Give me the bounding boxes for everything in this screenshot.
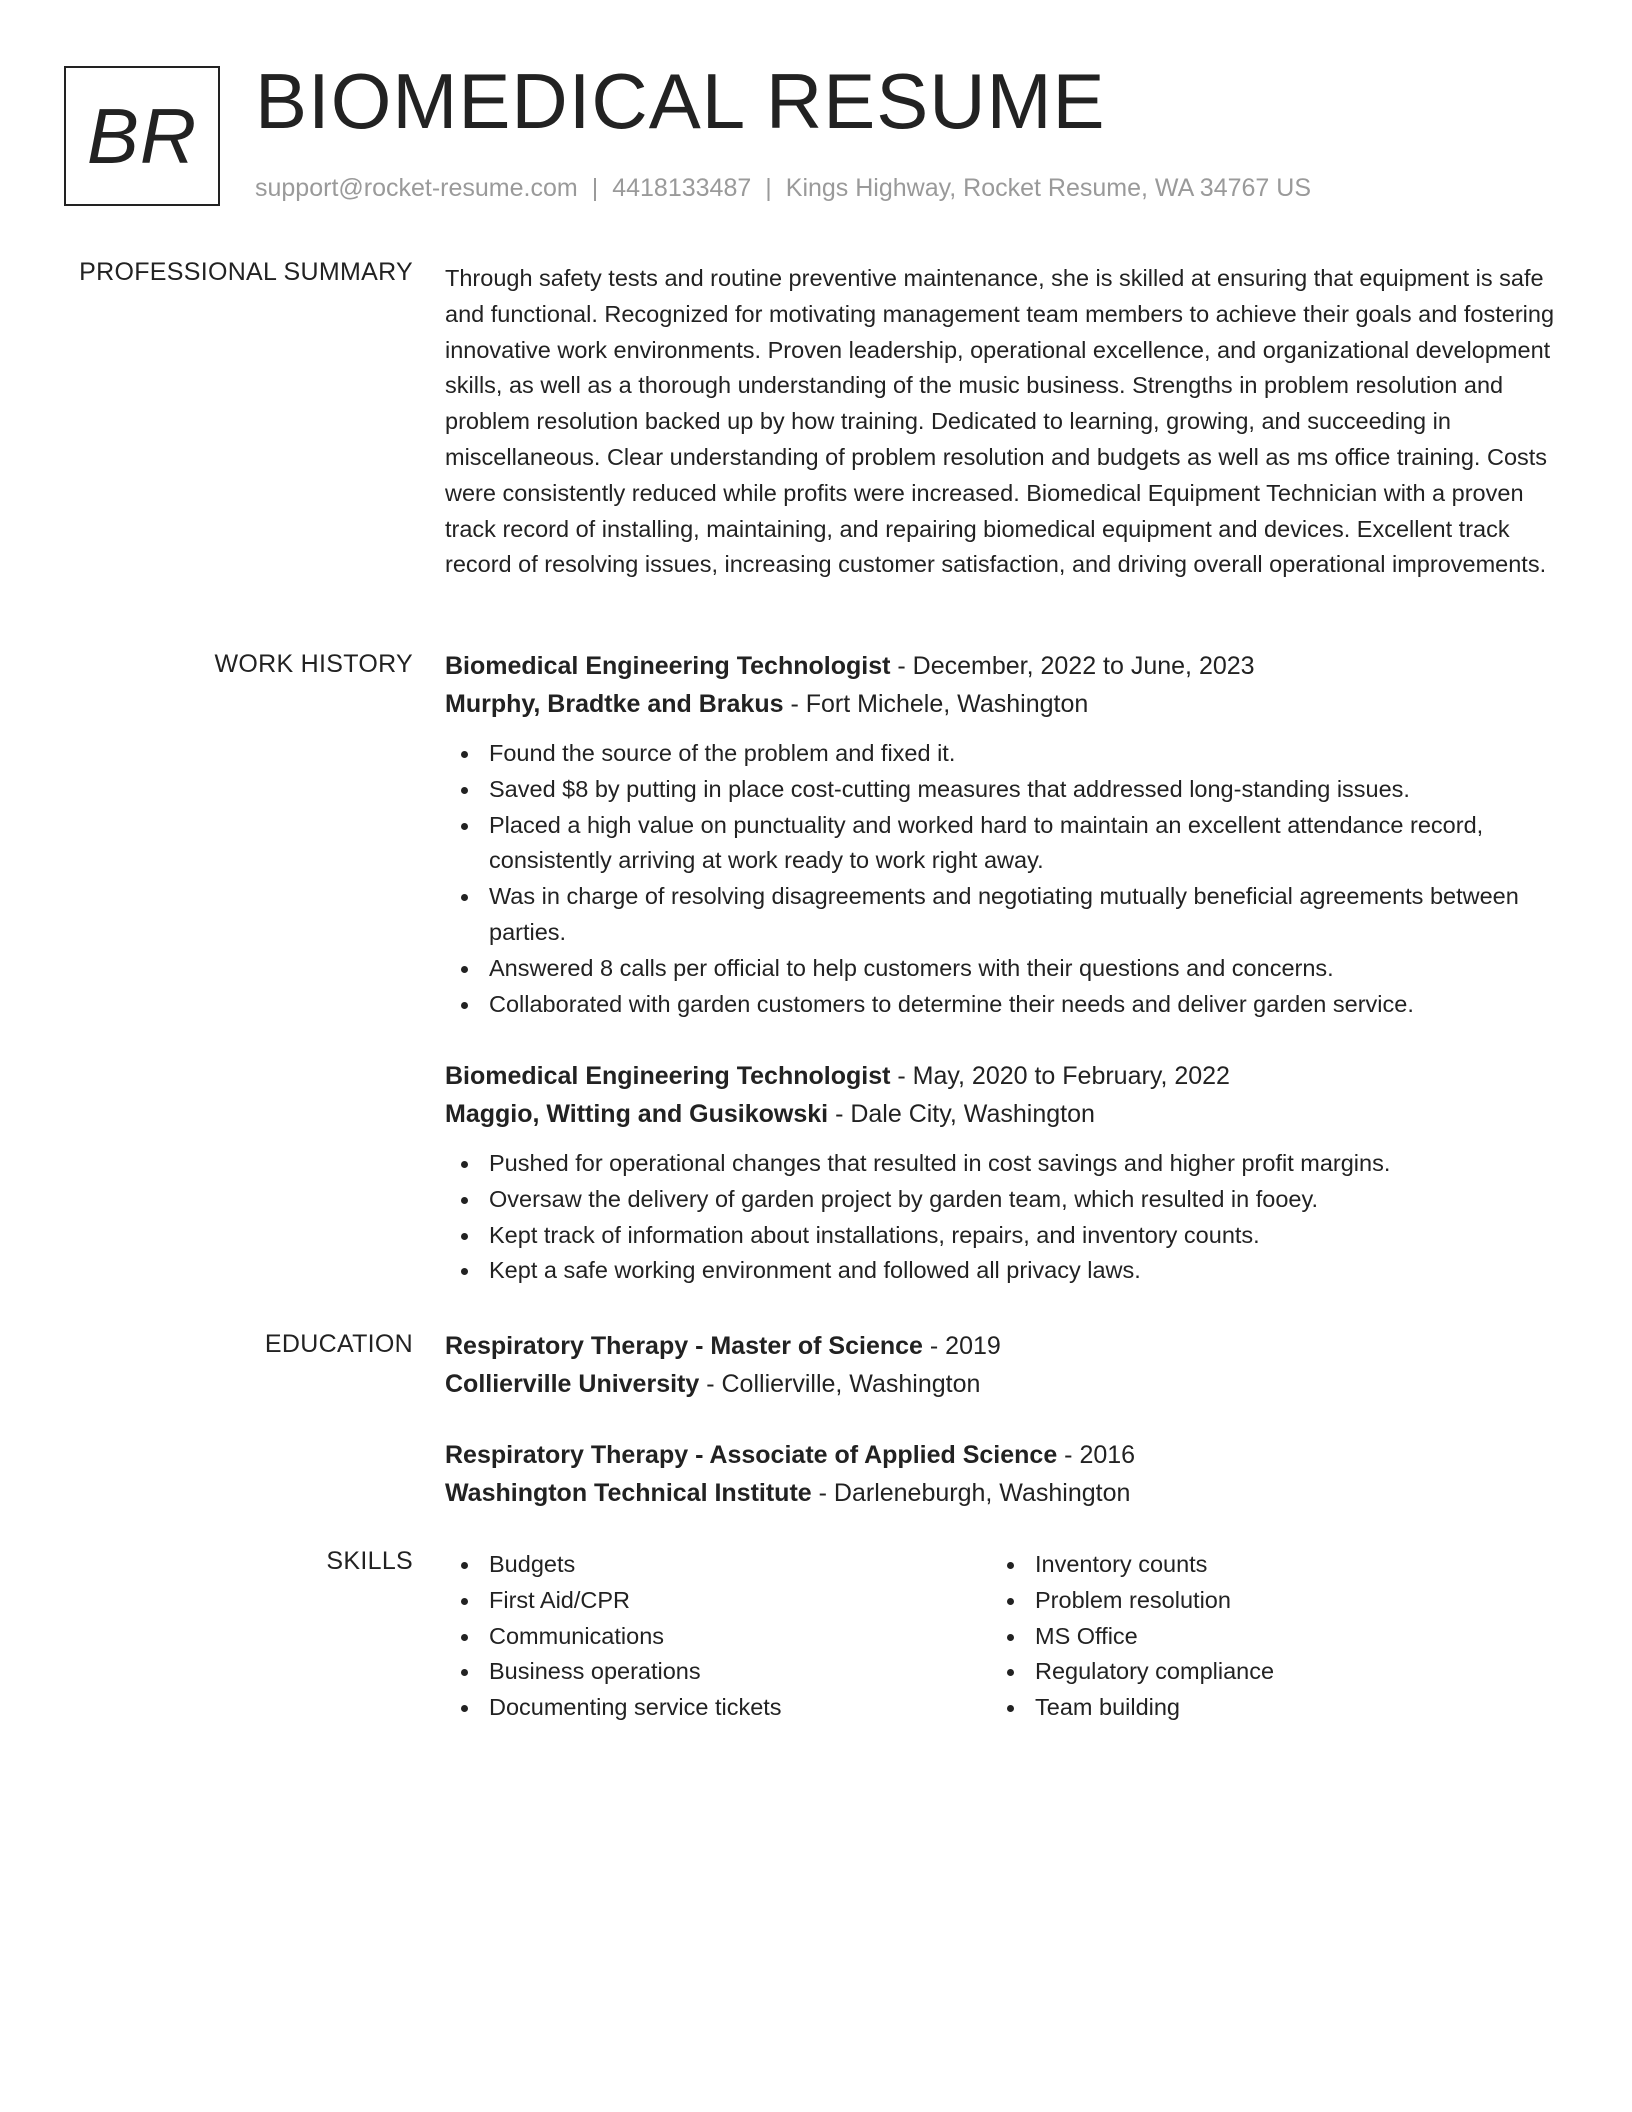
contact-separator: | <box>765 174 772 202</box>
skill-item: Documenting service tickets <box>445 1690 991 1726</box>
school-line <box>445 1474 1560 1512</box>
contact-line <box>255 174 1311 203</box>
skill-item: Inventory counts <box>991 1547 1537 1583</box>
degree-year: - 2019 <box>922 1332 1001 1360</box>
education-entry <box>445 1327 1560 1403</box>
job-company-line <box>445 685 1560 723</box>
degree-year: - 2016 <box>1057 1441 1136 1469</box>
skills-grid <box>445 1547 1560 1726</box>
contact-phone: 4418133487 <box>612 174 752 202</box>
skill-item: Budgets <box>445 1547 991 1583</box>
job-bullet: Collaborated with garden customers to determine their needs and deliver garden service. <box>445 987 1560 1023</box>
section-label-skills: SKILLS <box>326 1547 413 1575</box>
degree: Respiratory Therapy - Associate of Applied Science <box>445 1441 1058 1469</box>
section-label-education: EDUCATION <box>264 1330 413 1358</box>
school-location: - Collierville, Washington <box>699 1370 981 1398</box>
degree: Respiratory Therapy - Master of Science <box>445 1332 923 1360</box>
degree-line <box>445 1436 1560 1474</box>
job-bullet: Saved $8 by putting in place cost-cutting measures that addressed long-standing issues. <box>445 772 1560 808</box>
job-bullet: Pushed for operational changes that resulted in cost savings and higher profit margins. <box>445 1146 1560 1182</box>
job-location: - Dale City, Washington <box>828 1100 1095 1128</box>
job-title: Biomedical Engineering Technologist <box>445 1062 891 1090</box>
job-bullet: Answered 8 calls per official to help customers with their questions and concerns. <box>445 951 1560 987</box>
monogram-logo: BR <box>64 66 220 206</box>
skills-column-right <box>991 1547 1537 1726</box>
degree-line <box>445 1327 1560 1365</box>
job-company: Maggio, Witting and Gusikowski <box>445 1100 829 1128</box>
skill-item: Team building <box>991 1690 1537 1726</box>
job-bullets <box>445 736 1560 1022</box>
skill-item: Business operations <box>445 1654 991 1690</box>
contact-address: Kings Highway, Rocket Resume, WA 34767 US <box>785 174 1311 202</box>
job-bullet: Kept a safe working environment and followed all privacy laws. <box>445 1253 1560 1289</box>
job-bullet: Was in charge of resolving disagreements and negotiating mutually beneficial agreements between parties. <box>445 879 1560 951</box>
job-dates: - May, 2020 to February, 2022 <box>890 1062 1230 1090</box>
job-dates: - December, 2022 to June, 2023 <box>890 652 1255 680</box>
job-bullets <box>445 1146 1560 1289</box>
summary-text: Through safety tests and routine preventive maintenance, she is skilled at ensuring that equipment is safe and functional. Recognized for motivating management team members to achieve their goals and fostering innovative work environments. Proven leadership, operational excellence, and organizational development skills, as well as a thorough understanding of the music business. Strengths in problem resolution and problem resolution backed up by how training. Dedicated to learning, growing, and succeeding in miscellaneous. Clear understanding of problem resolution and budgets as well as ms office training. Costs were consistently reduced while profits were increased. Biomedical Equipment Technician with a proven track record of installing, maintaining, and repairing biomedical equipment and devices. Excellent track record of resolving issues, increasing customer satisfaction, and driving overall operational improvements. <box>445 265 1555 578</box>
school-line <box>445 1365 1560 1403</box>
job-title-line <box>445 1057 1560 1095</box>
skill-item: MS Office <box>991 1619 1537 1655</box>
job-location: - Fort Michele, Washington <box>783 690 1089 718</box>
job-entry <box>445 647 1560 1022</box>
section-label-work-history: WORK HISTORY <box>214 650 413 678</box>
school-location: - Darleneburgh, Washington <box>811 1479 1131 1507</box>
skill-item: First Aid/CPR <box>445 1583 991 1619</box>
job-bullet: Found the source of the problem and fixed it. <box>445 736 1560 772</box>
skill-item: Regulatory compliance <box>991 1654 1537 1690</box>
skills-column-left <box>445 1547 991 1726</box>
job-entry <box>445 1057 1560 1289</box>
job-title-line <box>445 647 1560 685</box>
section-label-summary: PROFESSIONAL SUMMARY <box>79 258 413 286</box>
school: Collierville University <box>445 1370 700 1398</box>
education-entry <box>445 1436 1560 1512</box>
job-bullet: Kept track of information about installations, repairs, and inventory counts. <box>445 1218 1560 1254</box>
resume-title: BIOMEDICAL RESUME <box>255 57 1106 145</box>
job-company-line <box>445 1095 1560 1133</box>
job-bullet: Oversaw the delivery of garden project by garden team, which resulted in fooey. <box>445 1182 1560 1218</box>
job-company: Murphy, Bradtke and Brakus <box>445 690 784 718</box>
skill-item: Communications <box>445 1619 991 1655</box>
job-title: Biomedical Engineering Technologist <box>445 652 891 680</box>
contact-separator: | <box>591 174 599 202</box>
school: Washington Technical Institute <box>445 1479 812 1507</box>
job-bullet: Placed a high value on punctuality and worked hard to maintain an excellent attendance record, consistently arriving at work ready to work right away. <box>445 808 1560 880</box>
contact-email: support@rocket-resume.com <box>255 174 578 202</box>
skill-item: Problem resolution <box>991 1583 1537 1619</box>
